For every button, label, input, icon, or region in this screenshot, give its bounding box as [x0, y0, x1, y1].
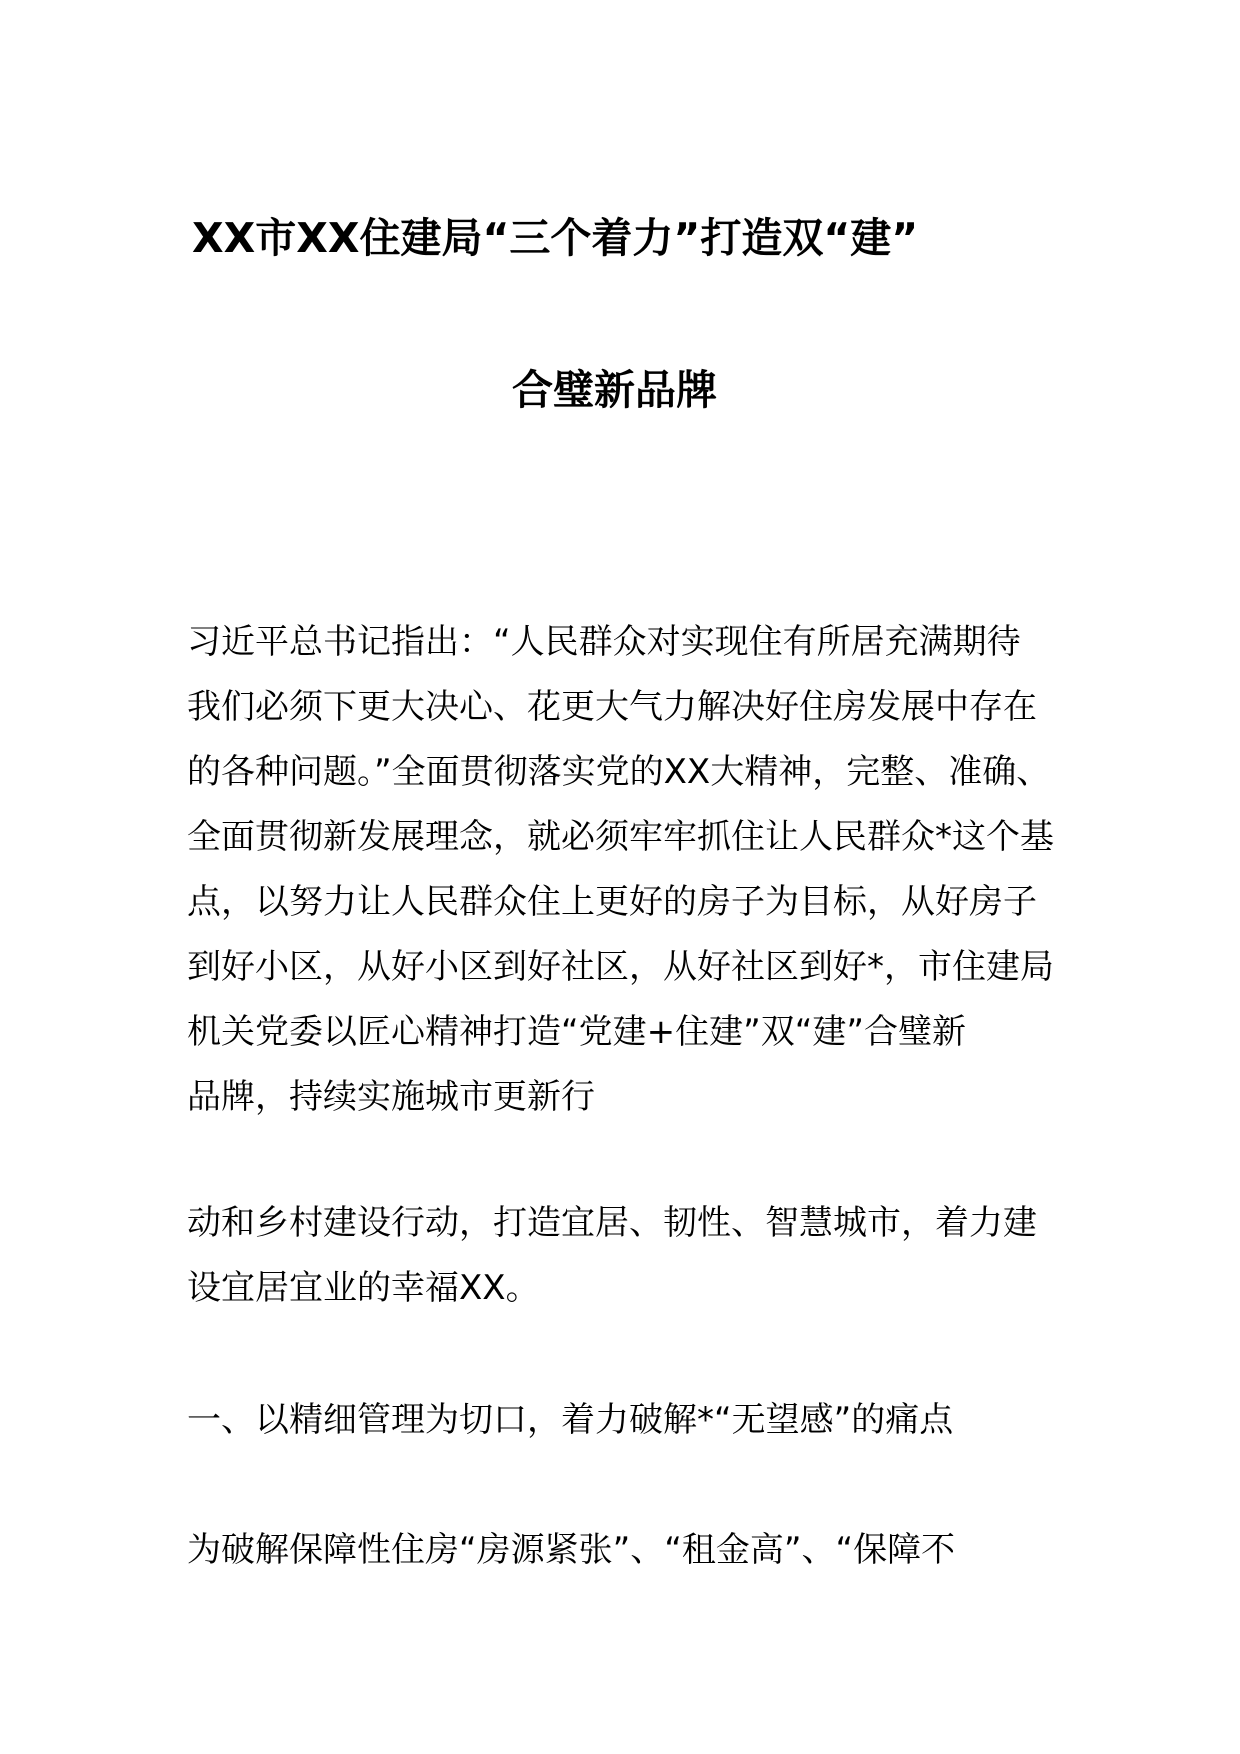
title-line-1: XX市XX住建局“三个着力”打造双“建”	[192, 214, 919, 262]
text-line: 设宜居宜业的幸福XX。	[187, 1268, 540, 1308]
section-heading-1: 一、以精细管理为切口，着力破解*“无望感”的痛点	[187, 1400, 954, 1440]
text-line: 的各种问题。”全面贯彻落实党的XX大精神，完整、准确、	[187, 752, 1051, 792]
text-line: 机关党委以匠心精神打造“党建+住建”双“建”合璧新	[187, 1012, 966, 1052]
text-line: 全面贯彻新发展理念，就必须牢牢抓住让人民群众*这个基	[187, 817, 1054, 857]
text-line: 点，以努力让人民群众住上更好的房子为目标，从好房子	[187, 882, 1037, 922]
text-line: 品牌，持续实施城市更新行	[187, 1077, 595, 1117]
text-line: 为破解保障性住房“房源紧张”、“租金高”、“保障不	[187, 1530, 956, 1570]
title-line-2: 合璧新品牌	[512, 366, 717, 414]
text-line: 习近平总书记指出：“人民群众对实现住有所居充满期待	[187, 622, 1021, 662]
text-line: 到好小区，从好小区到好社区，从好社区到好*，市住建局	[187, 947, 1054, 987]
text-line: 动和乡村建设行动，打造宜居、韧性、智慧城市，着力建	[187, 1203, 1037, 1243]
text-line: 我们必须下更大决心、花更大气力解决好住房发展中存在	[187, 687, 1037, 727]
